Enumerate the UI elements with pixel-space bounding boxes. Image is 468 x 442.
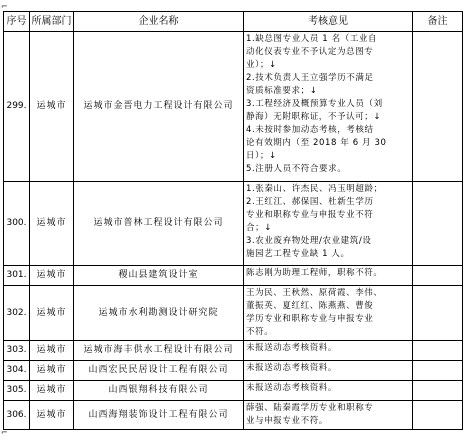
row-number: 299.: [4, 32, 30, 182]
row-note: [413, 361, 463, 381]
row-number: 303.: [4, 341, 30, 361]
table-row: [4, 381, 463, 401]
opinion-line: 专业和职称专业与申报专业不符: [246, 210, 374, 220]
row-opinion: [244, 266, 413, 286]
opinion-line: 合；↓: [246, 223, 272, 233]
opinion-line: 学历专业和职称专业与申报专业: [246, 314, 374, 324]
table-row: [4, 266, 463, 286]
table-row: [4, 182, 463, 266]
row-department: 运城市: [30, 32, 74, 182]
opinion-line: 静海）无附职称证，不予认可；↓: [246, 112, 382, 122]
row-opinion: [244, 182, 413, 266]
row-opinion: [244, 286, 413, 341]
assessment-table: [3, 11, 463, 430]
table-row: [4, 361, 463, 381]
opinion-line: 未报送动态考核资料。: [246, 343, 338, 353]
row-number: 302.: [4, 286, 30, 341]
table-row: [4, 401, 463, 430]
row-company-name: 运城市水利勘测设计研究院: [74, 286, 244, 341]
opinion-line: 未报送动态考核资料。: [246, 383, 338, 393]
row-note: [413, 341, 463, 361]
row-company-name: 山西海翔装饰设计工程有限公司: [74, 401, 244, 430]
row-opinion: [244, 32, 413, 182]
table-body: [4, 32, 463, 430]
header-opinion: 考核意见: [244, 12, 413, 32]
row-department: 运城市: [30, 381, 74, 401]
opinion-line: 未报送动态考核资料。: [246, 363, 338, 373]
opinion-line: 动化仪表专业不予认定为总图专: [246, 47, 374, 57]
table-row: [4, 32, 463, 182]
row-number: 304.: [4, 361, 30, 381]
row-note: [413, 182, 463, 266]
opinion-line: 王为民、王秋然、原荷霞、李伟、: [246, 288, 383, 298]
opinion-line: 5.注册人员不符合要求。: [246, 164, 347, 174]
opinion-line: 3.工程经济及概预算专业人员（刘: [246, 99, 383, 109]
header-name: 企业名称: [74, 12, 244, 32]
opinion-line: 2.王红江、郝保国、杜新生学历: [246, 197, 374, 207]
row-number: 301.: [4, 266, 30, 286]
row-company-name: 稷山县建筑设计室: [74, 266, 244, 286]
row-number: 300.: [4, 182, 30, 266]
row-number: 306.: [4, 401, 30, 430]
row-department: 运城市: [30, 266, 74, 286]
opinion-line: 日）；↓: [246, 151, 277, 161]
row-company-name: 山西宏民民居设计工程有限公司: [74, 361, 244, 381]
opinion-line: 不符。: [246, 327, 274, 337]
table-header-row: [4, 12, 463, 32]
row-company-name: 运城市金晋电力工程设计有限公司: [74, 32, 244, 182]
row-company-name: 山西银翔科技有限公司: [74, 381, 244, 401]
row-note: [413, 381, 463, 401]
opinion-line: 董振英、夏红红、陈燕燕、曹俊: [246, 301, 374, 311]
corner-mark-bottom: ⌐: [1, 428, 8, 437]
opinion-line: 施园艺工程专业缺 1 人。: [246, 249, 350, 259]
header-num: 序号: [4, 12, 30, 32]
opinion-line: 业与申报专业不符。: [246, 416, 328, 426]
opinion-line: 2.技术负责人王立强学历不满足: [246, 73, 374, 83]
opinion-line: 业）；↓: [246, 60, 277, 70]
row-department: 运城市: [30, 182, 74, 266]
row-company-name: 运城市普林工程设计有限公司: [74, 182, 244, 266]
row-opinion: [244, 361, 413, 381]
row-company-name: 运城市海丰供水工程设计有限公司: [74, 341, 244, 361]
opinion-line: 3.农业废弃物处理/农业建筑/设: [246, 236, 372, 246]
table-row: [4, 286, 463, 341]
row-opinion: [244, 381, 413, 401]
row-note: [413, 32, 463, 182]
opinion-line: 资质标准要求；↓: [246, 86, 318, 96]
table-row: [4, 341, 463, 361]
opinion-line: 4.未按时参加动态考核，考核结: [246, 125, 374, 135]
row-note: [413, 266, 463, 286]
row-opinion: [244, 401, 413, 430]
header-dept: 所属部门: [30, 12, 74, 32]
row-department: 运城市: [30, 286, 74, 341]
opinion-line: 1.张秦山、许杰民、冯玉明超龄；: [246, 184, 383, 194]
row-opinion: [244, 341, 413, 361]
opinion-line: 陈志刚为助理工程师，职称不符。: [246, 268, 383, 278]
row-department: 运城市: [30, 341, 74, 361]
row-department: 运城市: [30, 401, 74, 430]
row-note: [413, 286, 463, 341]
opinion-line: 薛强、陆秦霞学历专业和职称专: [246, 403, 374, 413]
header-note: 备注: [413, 12, 463, 32]
corner-mark-top: ⌐: [1, 2, 8, 11]
row-number: 305.: [4, 381, 30, 401]
row-note: [413, 401, 463, 430]
opinion-line: 论有效期内（至 2018 年 6 月 30: [246, 138, 387, 148]
opinion-line: 1.缺总图专业人员 1 名（工业自: [246, 34, 378, 44]
row-department: 运城市: [30, 361, 74, 381]
